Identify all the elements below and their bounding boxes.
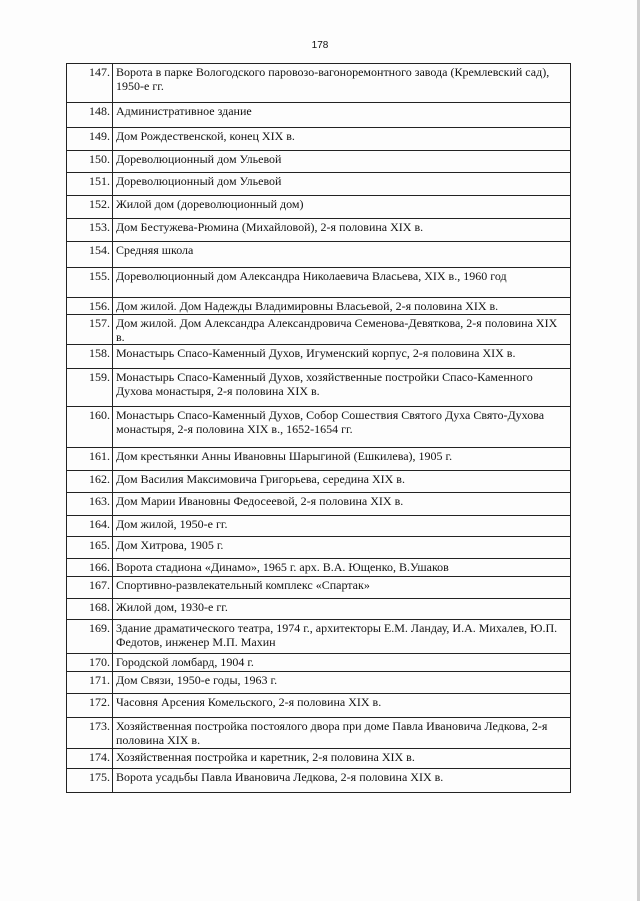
row-description: Спортивно-развлекательный комплекс «Спартак» bbox=[113, 577, 571, 599]
row-number: 162. bbox=[67, 471, 113, 493]
row-number: 159. bbox=[67, 369, 113, 407]
row-number: 165. bbox=[67, 537, 113, 559]
row-number: 169. bbox=[67, 620, 113, 654]
row-number: 171. bbox=[67, 672, 113, 694]
table-row bbox=[67, 516, 571, 537]
row-description: Дом Рождественской, конец XIX в. bbox=[113, 128, 571, 151]
table-row bbox=[67, 407, 571, 448]
row-description: Часовня Арсения Комельского, 2-я половина XIX в. bbox=[113, 694, 571, 718]
table-row bbox=[67, 196, 571, 219]
row-description: Здание драматического театра, 1974 г., архитекторы Е.М. Ландау, И.А. Михалев, Ю.П. Федотов, инженер М.П. Махин bbox=[113, 620, 571, 654]
table-row bbox=[67, 493, 571, 516]
row-description: Жилой дом, 1930-е гг. bbox=[113, 599, 571, 620]
row-description: Ворота стадиона «Динамо», 1965 г. арх. В.А. Ющенко, В.Ушаков bbox=[113, 559, 571, 577]
table-row bbox=[67, 64, 571, 103]
table-row bbox=[67, 559, 571, 577]
table-row bbox=[67, 718, 571, 749]
row-number: 158. bbox=[67, 345, 113, 369]
row-description: Дом Хитрова, 1905 г. bbox=[113, 537, 571, 559]
row-description: Монастырь Спасо-Каменный Духов, Собор Сошествия Святого Духа Свято-Духова монастыря, 2-я половина XIX в., 1652-1654 гг. bbox=[113, 407, 571, 448]
row-description: Городской ломбард, 1904 г. bbox=[113, 654, 571, 672]
row-number: 175. bbox=[67, 769, 113, 793]
table-row bbox=[67, 537, 571, 559]
row-description: Дом жилой. Дом Александра Александровича Семенова-Девяткова, 2-я половина XIX в. bbox=[113, 315, 571, 345]
row-description: Хозяйственная постройка и каретник, 2-я половина XIX в. bbox=[113, 749, 571, 769]
table-body bbox=[67, 64, 571, 793]
page-number: 178 bbox=[311, 40, 329, 51]
table-row bbox=[67, 448, 571, 471]
row-number: 167. bbox=[67, 577, 113, 599]
row-description: Ворота усадьбы Павла Ивановича Ледкова, 2-я половина XIX в. bbox=[113, 769, 571, 793]
table-row bbox=[67, 268, 571, 298]
row-description: Дореволюционный дом Александра Николаевича Власьева, XIX в., 1960 год bbox=[113, 268, 571, 298]
table-row bbox=[67, 672, 571, 694]
row-description: Дореволюционный дом Ульевой bbox=[113, 151, 571, 173]
row-description: Дом крестьянки Анны Ивановны Шарыгиной (Ешкилева), 1905 г. bbox=[113, 448, 571, 471]
table-row bbox=[67, 369, 571, 407]
table-row bbox=[67, 315, 571, 345]
row-number: 152. bbox=[67, 196, 113, 219]
table-row bbox=[67, 654, 571, 672]
row-number: 153. bbox=[67, 219, 113, 242]
table-row bbox=[67, 103, 571, 128]
table-row bbox=[67, 749, 571, 769]
row-number: 164. bbox=[67, 516, 113, 537]
row-number: 150. bbox=[67, 151, 113, 173]
row-description: Дореволюционный дом Ульевой bbox=[113, 173, 571, 196]
row-description: Жилой дом (дореволюционный дом) bbox=[113, 196, 571, 219]
monuments-table bbox=[66, 63, 571, 793]
row-description: Монастырь Спасо-Каменный Духов, Игуменский корпус, 2-я половина XIX в. bbox=[113, 345, 571, 369]
row-description: Ворота в парке Вологодского паровозо-вагоноремонтного завода (Кремлевский сад), 1950-е гг. bbox=[113, 64, 571, 103]
row-number: 166. bbox=[67, 559, 113, 577]
table-row bbox=[67, 173, 571, 196]
table-row bbox=[67, 242, 571, 268]
row-description: Дом Связи, 1950-е годы, 1963 г. bbox=[113, 672, 571, 694]
row-description: Средняя школа bbox=[113, 242, 571, 268]
row-number: 173. bbox=[67, 718, 113, 749]
row-description: Дом жилой, 1950-е гг. bbox=[113, 516, 571, 537]
row-number: 172. bbox=[67, 694, 113, 718]
row-number: 170. bbox=[67, 654, 113, 672]
row-number: 163. bbox=[67, 493, 113, 516]
table-row bbox=[67, 577, 571, 599]
row-description: Дом жилой. Дом Надежды Владимировны Власьевой, 2-я половина XIX в. bbox=[113, 298, 571, 315]
table-row bbox=[67, 769, 571, 793]
row-description: Монастырь Спасо-Каменный Духов, хозяйственные постройки Спасо-Каменного Духова монастыря, 2-я половина XIX в. bbox=[113, 369, 571, 407]
row-number: 148. bbox=[67, 103, 113, 128]
row-number: 161. bbox=[67, 448, 113, 471]
row-description: Хозяйственная постройка постоялого двора при доме Павла Ивановича Ледкова, 2-я половина XIX в. bbox=[113, 718, 571, 749]
table-row bbox=[67, 620, 571, 654]
table-row bbox=[67, 128, 571, 151]
table-row bbox=[67, 219, 571, 242]
row-number: 149. bbox=[67, 128, 113, 151]
table-row bbox=[67, 298, 571, 315]
table-row bbox=[67, 345, 571, 369]
table-row bbox=[67, 471, 571, 493]
row-description: Административное здание bbox=[113, 103, 571, 128]
row-number: 157. bbox=[67, 315, 113, 345]
row-description: Дом Василия Максимовича Григорьева, середина XIX в. bbox=[113, 471, 571, 493]
row-number: 174. bbox=[67, 749, 113, 769]
table-row bbox=[67, 694, 571, 718]
row-description: Дом Марии Ивановны Федосеевой, 2-я половина XIX в. bbox=[113, 493, 571, 516]
table-row bbox=[67, 599, 571, 620]
row-number: 151. bbox=[67, 173, 113, 196]
table-row bbox=[67, 151, 571, 173]
row-description: Дом Бестужева-Рюмина (Михайловой), 2-я половина XIX в. bbox=[113, 219, 571, 242]
row-number: 154. bbox=[67, 242, 113, 268]
row-number: 155. bbox=[67, 268, 113, 298]
row-number: 160. bbox=[67, 407, 113, 448]
row-number: 168. bbox=[67, 599, 113, 620]
row-number: 147. bbox=[67, 64, 113, 103]
row-number: 156. bbox=[67, 298, 113, 315]
